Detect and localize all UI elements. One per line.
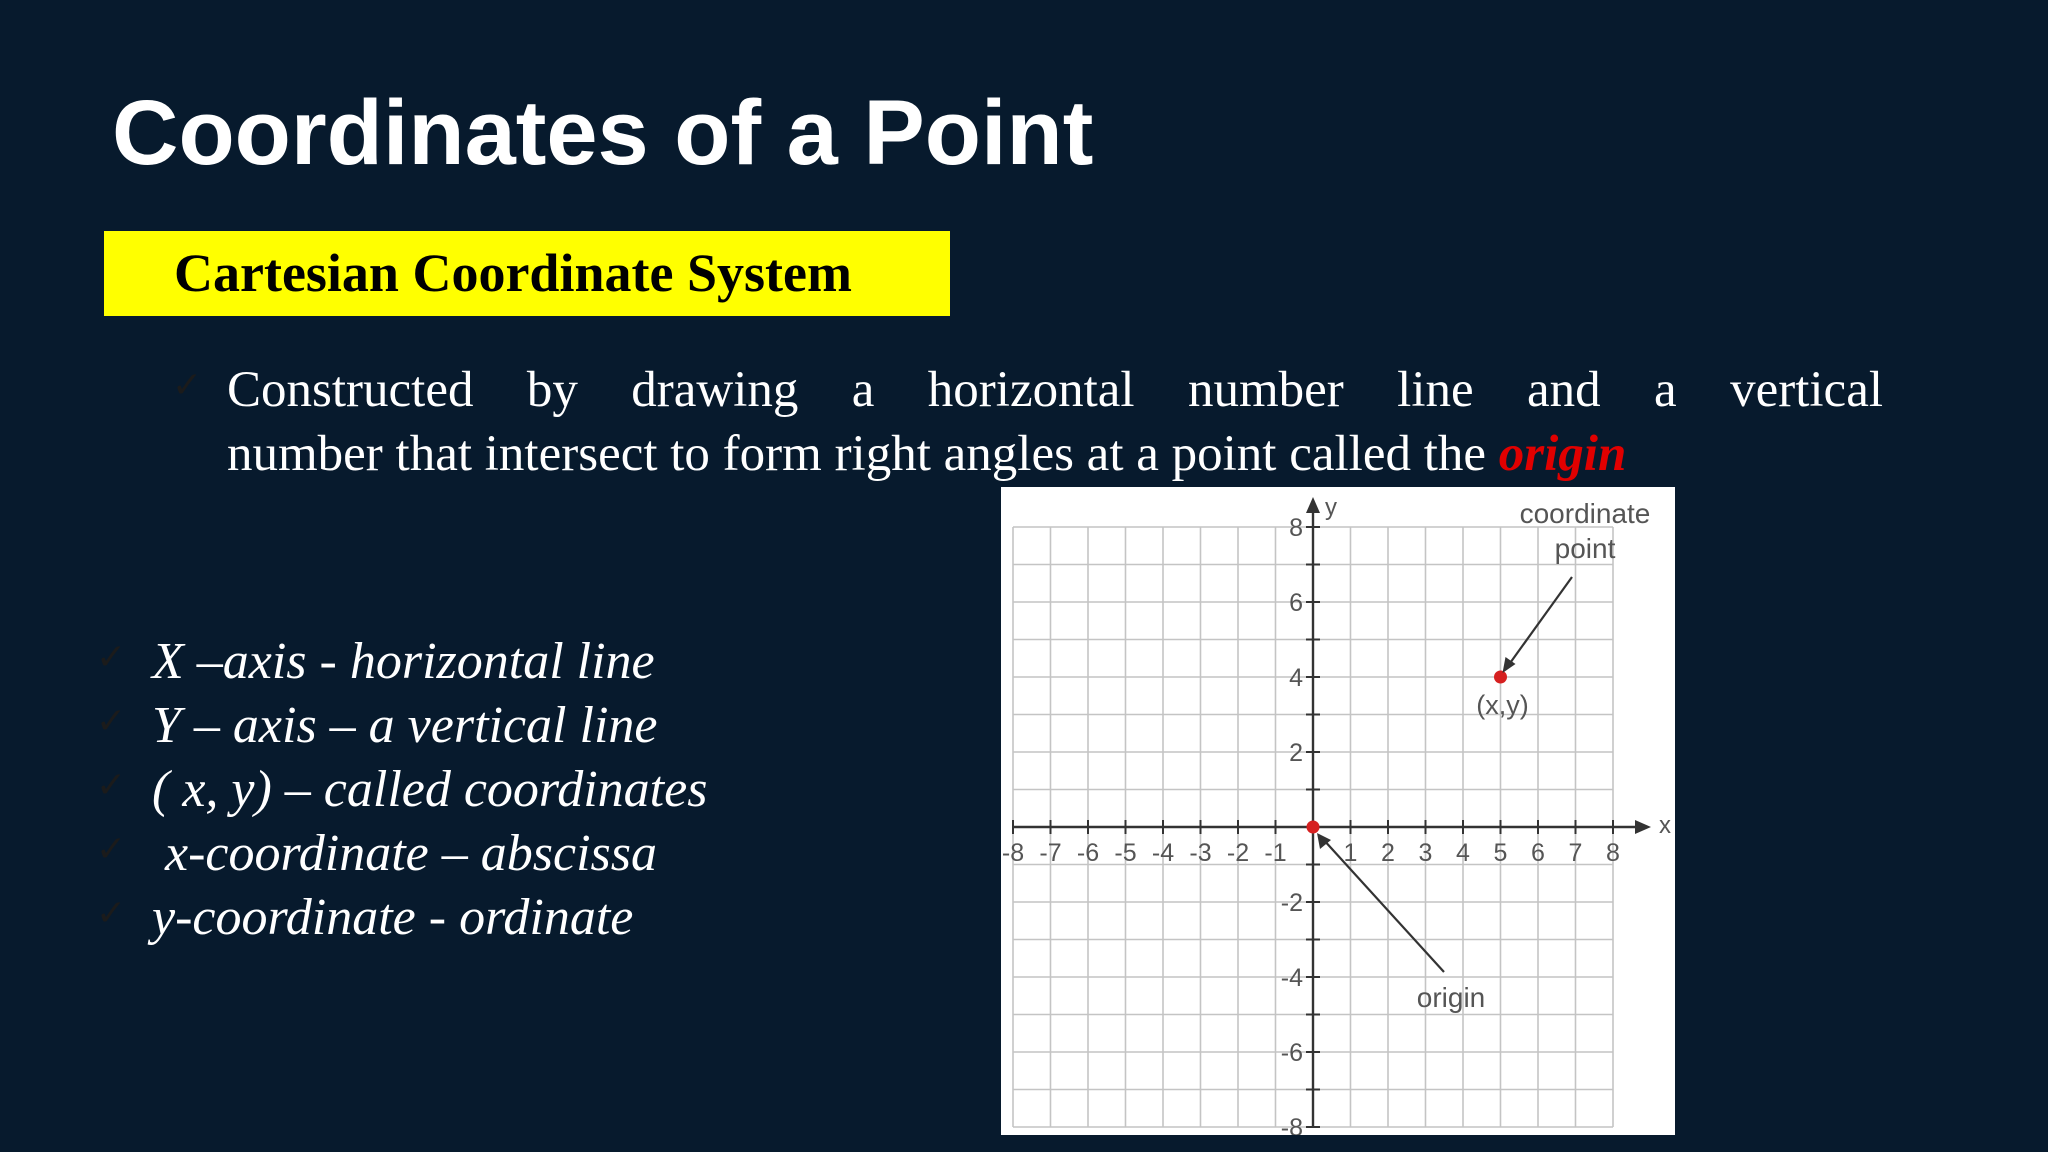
- intro-line-1: Constructed by drawing a horizontal number line and a vertical: [227, 362, 1883, 418]
- coordinate-plane-figure: [1001, 487, 1675, 1135]
- bullet-text: Y – axis – a vertical line: [152, 697, 658, 754]
- coordinate-point-marker: [1494, 671, 1507, 684]
- y-tick-label: -8: [1280, 1114, 1303, 1135]
- coordinate-point-label: point: [1554, 533, 1616, 564]
- checkmark-icon: ✓: [96, 765, 127, 806]
- y-tick-label: 4: [1289, 664, 1303, 692]
- checkmark-icon: ✓: [96, 829, 127, 870]
- intro-paragraph: [227, 358, 1883, 486]
- y-tick-label: -4: [1280, 964, 1303, 992]
- x-tick-label: 4: [1456, 839, 1470, 867]
- origin-point-marker: [1307, 821, 1320, 834]
- x-tick-label: -2: [1226, 839, 1250, 867]
- origin-label: origin: [1416, 982, 1486, 1013]
- x-tick-label: -4: [1151, 839, 1175, 867]
- checkmark-icon: ✓: [96, 701, 127, 742]
- bullet-text: ( x, y) – called coordinates: [152, 761, 708, 818]
- coordinate-plane-svg: [1001, 487, 1675, 1135]
- x-tick-label: 7: [1568, 839, 1583, 867]
- coordinate-point-arrow: [1507, 577, 1573, 668]
- x-tick-label: 5: [1493, 839, 1508, 867]
- intro-line-2-text: number that intersect to form right angles at a point called the: [227, 426, 1487, 482]
- x-tick-label: 6: [1531, 839, 1545, 867]
- y-tick-label: -2: [1280, 889, 1303, 917]
- intro-line-2: [227, 422, 1883, 486]
- y-axis-label: y: [1325, 494, 1337, 521]
- tick-labels: [1002, 494, 1671, 1135]
- x-axis-label: x: [1659, 812, 1671, 839]
- banner-text: Cartesian Coordinate System: [174, 243, 852, 303]
- x-tick-label: -8: [1001, 839, 1025, 867]
- x-tick-label: 1: [1343, 839, 1358, 867]
- checkmark-icon: ✓: [96, 893, 127, 934]
- point-coordinates-label: (x,y): [1476, 690, 1529, 720]
- x-tick-label: -5: [1114, 839, 1137, 867]
- coordinate-point-label: coordinate: [1519, 498, 1651, 529]
- y-tick-label: -6: [1280, 1039, 1303, 1067]
- checkmark-icon: ✓: [96, 637, 127, 678]
- y-tick-label: 2: [1289, 739, 1303, 767]
- x-tick-label: -6: [1076, 839, 1100, 867]
- y-tick-label: 6: [1289, 589, 1303, 617]
- x-tick-label: 3: [1418, 839, 1433, 867]
- slide-title: Coordinates of a Point: [112, 82, 1094, 184]
- annotations: [1307, 498, 1651, 1013]
- checkmark-icon: ✓: [172, 365, 203, 406]
- bullet-text: X –axis - horizontal line: [152, 633, 655, 690]
- x-tick-label: -1: [1264, 839, 1287, 867]
- bullet-text: y-coordinate - ordinate: [152, 889, 634, 946]
- origin-emphasis: origin: [1498, 426, 1627, 482]
- x-tick-label: 2: [1381, 839, 1395, 867]
- x-tick-label: -7: [1039, 839, 1062, 867]
- x-tick-label: -3: [1189, 839, 1212, 867]
- section-banner: [104, 231, 950, 316]
- axes: [1013, 497, 1651, 1127]
- y-axis-arrow-icon: [1306, 497, 1320, 513]
- bullet-text: x-coordinate – abscissa: [152, 825, 657, 882]
- x-axis-arrow-icon: [1635, 820, 1651, 834]
- x-tick-label: 8: [1606, 839, 1620, 867]
- y-tick-label: 8: [1289, 514, 1303, 542]
